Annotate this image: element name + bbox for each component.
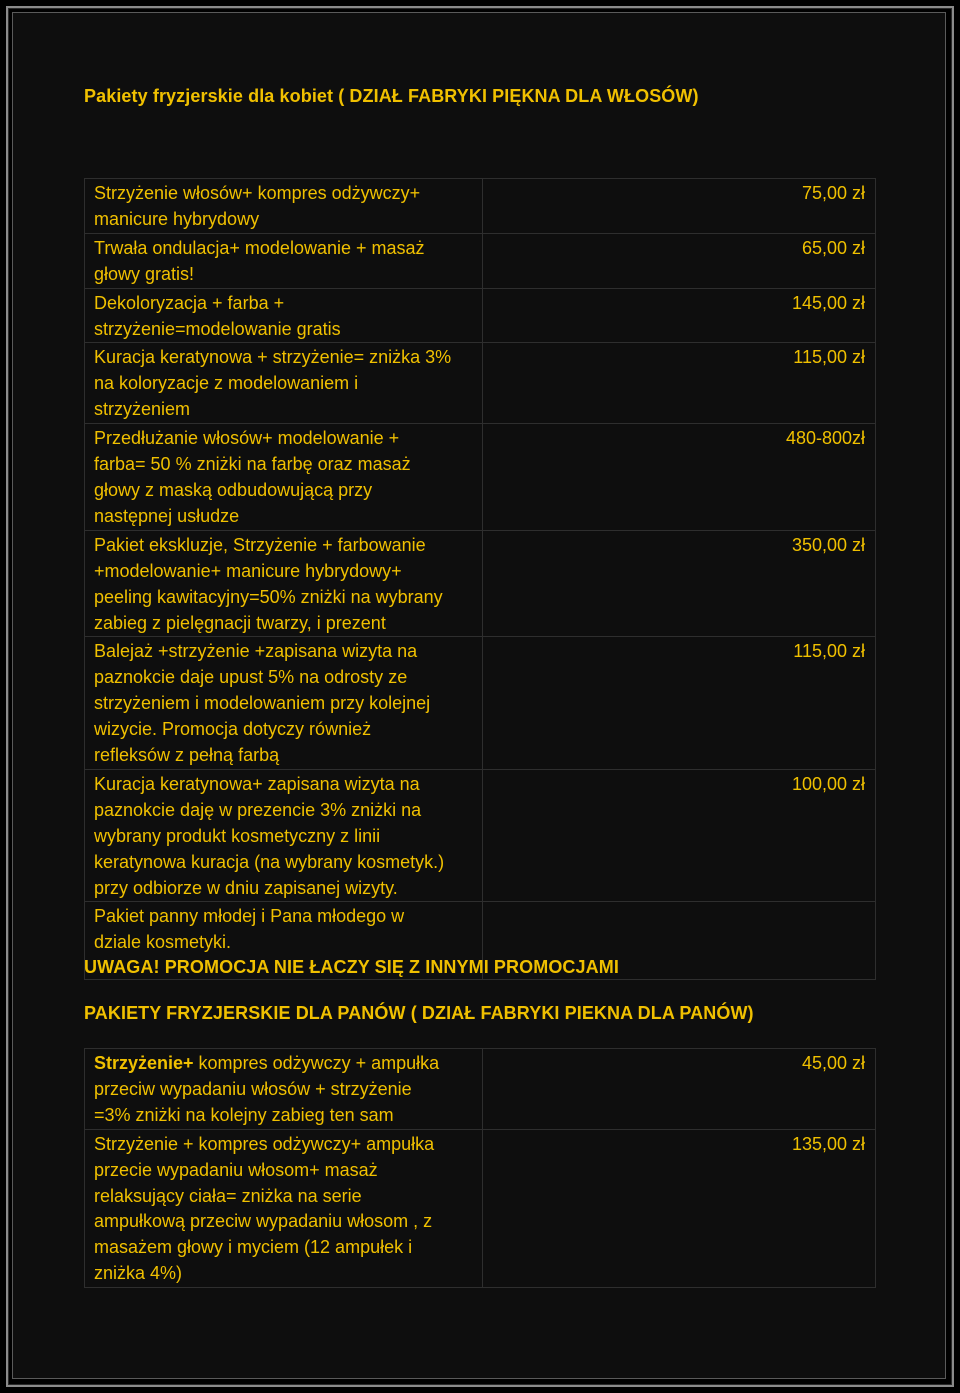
- package-description: Strzyżenie włosów+ kompres odżywczy+ manicure hybrydowy: [85, 179, 483, 234]
- package-price: 100,00 zł: [483, 769, 876, 902]
- package-description: Pakiet panny młodej i Pana młodego w dziale kosmetyki.: [85, 902, 483, 980]
- table-row: [85, 1049, 876, 1130]
- table-row: [85, 424, 876, 531]
- table-row: [85, 233, 876, 288]
- promotion-notice: UWAGA! PROMOCJA NIE ŁACZY SIĘ Z INNYMI PROMOCJAMI: [84, 957, 619, 977]
- table-row: [85, 179, 876, 234]
- package-price: 115,00 zł: [483, 637, 876, 770]
- package-description: Balejaż +strzyżenie +zapisana wizyta na paznokcie daje upust 5% na odrosty ze strzyżeniem i modelowaniem przy kolejnej wizycie. Promocja dotyczy również refleksów z pełną farbą: [85, 637, 483, 770]
- package-description: Dekoloryzacja + farba + strzyżenie=modelowanie gratis: [85, 288, 483, 343]
- women-price-table: [84, 178, 876, 980]
- package-description: Pakiet ekskluzje, Strzyżenie + farbowanie +modelowanie+ manicure hybrydowy+ peeling kawitacyjny=50% zniżki na wybrany zabieg z pielęgnacji twarzy, i prezent: [85, 530, 483, 637]
- package-price: 135,00 zł: [483, 1129, 876, 1287]
- package-description-bold: Strzyżenie+: [94, 1053, 194, 1073]
- package-price: 350,00 zł: [483, 530, 876, 637]
- women-section-title: Pakiety fryzjerskie dla kobiet ( DZIAŁ FABRYKI PIĘKNA DLA WŁOSÓW): [84, 86, 699, 106]
- package-price: 75,00 zł: [483, 179, 876, 234]
- table-row: [85, 530, 876, 637]
- package-price: 145,00 zł: [483, 288, 876, 343]
- men-section-title: PAKIETY FRYZJERSKIE DLA PANÓW ( DZIAŁ FABRYKI PIEKNA DLA PANÓW): [84, 1003, 754, 1023]
- package-description: Kuracja keratynowa + strzyżenie= zniżka 3% na koloryzacje z modelowaniem i strzyżeniem: [85, 343, 483, 424]
- table-row: [85, 343, 876, 424]
- package-price: 45,00 zł: [483, 1049, 876, 1130]
- table-row: [85, 769, 876, 902]
- package-description: Kuracja keratynowa+ zapisana wizyta na paznokcie daję w prezencie 3% zniżki na wybrany produkt kosmetyczny z linii keratynowa kuracja (na wybrany kosmetyk.) przy odbiorze w dniu zapisanej wizyty.: [85, 769, 483, 902]
- package-price: 65,00 zł: [483, 233, 876, 288]
- package-description-rest: kompres odżywczy + ampułka przeciw wypadaniu włosów + strzyżenie =3% zniżki na kolejny zabieg ten sam: [94, 1053, 440, 1125]
- table-row: [85, 288, 876, 343]
- package-description: Przedłużanie włosów+ modelowanie + farba= 50 % zniżki na farbę oraz masaż głowy z maską odbudowującą przy następnej usłudze: [85, 424, 483, 531]
- package-price: 115,00 zł: [483, 343, 876, 424]
- men-price-table: [84, 1048, 876, 1288]
- package-description: Trwała ondulacja+ modelowanie + masaż głowy gratis!: [85, 233, 483, 288]
- package-price: 480-800zł: [483, 424, 876, 531]
- package-description: [85, 1049, 483, 1130]
- table-row: [85, 637, 876, 770]
- package-description: Strzyżenie + kompres odżywczy+ ampułka przecie wypadaniu włosom+ masaż relaksujący ciała= zniżka na serie ampułkową przeciw wypadaniu włosom , z masażem głowy i myciem (12 ampułek i zniżka 4%): [85, 1129, 483, 1287]
- table-row: [85, 1129, 876, 1287]
